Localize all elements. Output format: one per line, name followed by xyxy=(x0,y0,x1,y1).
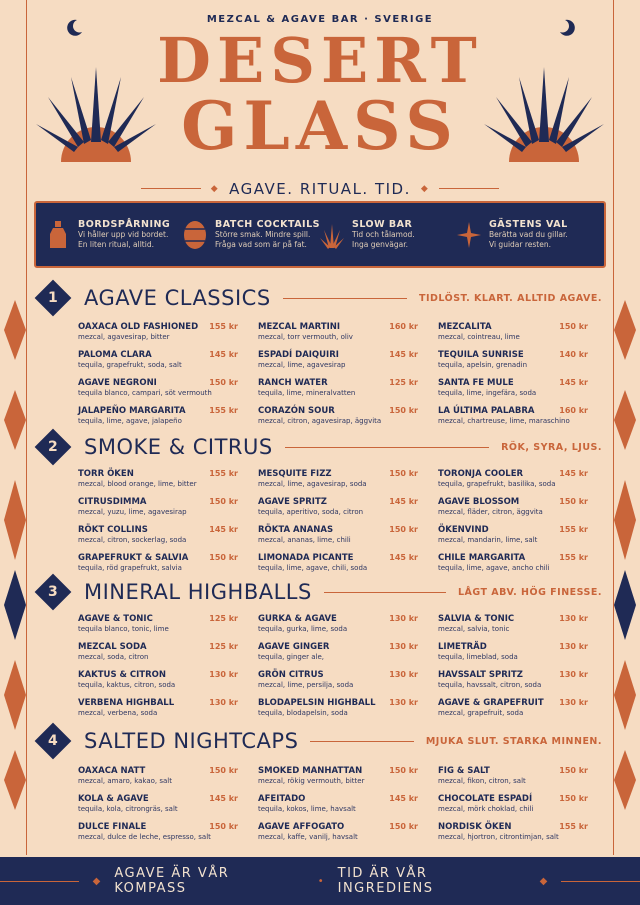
section-divider xyxy=(283,298,407,299)
drink-ingredients: mezcal, hjortron, citrontimjan, salt xyxy=(438,833,559,841)
drink-name: KOLA & AGAVE xyxy=(78,794,149,804)
drink-price: 145 kr xyxy=(209,350,238,359)
drink-name: CORAZÓN SOUR xyxy=(258,406,335,416)
drink-price: 150 kr xyxy=(389,766,418,775)
info-text: Inga genvägar. xyxy=(352,240,409,249)
dot-separator-icon: • xyxy=(317,875,324,887)
drink-name: AGAVE BLOSSOM xyxy=(438,497,520,507)
menu-item xyxy=(258,378,418,397)
menu-item-row xyxy=(78,406,238,416)
drink-ingredients: mezcal, cointreau, lime xyxy=(438,333,520,341)
drink-ingredients: mezcal, torr vermouth, oliv xyxy=(258,333,353,341)
drink-name: SMOKED MANHATTAN xyxy=(258,766,363,776)
menu-item-row xyxy=(78,469,238,479)
info-text: En liten ritual, alltid. xyxy=(78,240,154,249)
info-bar xyxy=(34,201,606,268)
section-items-salted-nightcaps xyxy=(78,766,588,841)
menu-item-row xyxy=(78,794,238,804)
drink-name: NORDISK ÖKEN xyxy=(438,822,512,832)
drink-ingredients: mezcal, yuzu, lime, agavesirap xyxy=(78,508,187,516)
menu-item-row xyxy=(258,497,418,507)
menu-item-row xyxy=(78,614,238,624)
section-number-badge: 4 xyxy=(35,723,72,760)
drink-price: 150 kr xyxy=(209,553,238,562)
menu-item xyxy=(78,698,238,717)
menu-item xyxy=(78,553,238,572)
menu-item xyxy=(438,822,588,841)
drink-ingredients: mezcal, lime, agavesirap xyxy=(258,361,346,369)
drink-ingredients: mezcal, salvia, tonic xyxy=(438,625,510,633)
drink-ingredients: tequila, kokos, lime, havsalt xyxy=(258,805,356,813)
drink-ingredients: mezcal, agavesirap, bitter xyxy=(78,333,170,341)
menu-item xyxy=(258,614,418,633)
drink-price: 155 kr xyxy=(559,822,588,831)
drink-ingredients: mezcal, lime, agavesirap, soda xyxy=(258,480,367,488)
menu-item-row xyxy=(258,670,418,680)
menu-item-row xyxy=(438,322,588,332)
drink-price: 130 kr xyxy=(559,698,588,707)
drink-name: FIG & SALT xyxy=(438,766,490,776)
menu-item xyxy=(258,497,418,516)
drink-price: 150 kr xyxy=(389,525,418,534)
menu-item xyxy=(78,497,238,516)
menu-item xyxy=(258,469,418,488)
menu-item xyxy=(438,553,588,572)
drink-ingredients: mezcal, fikon, citron, salt xyxy=(438,777,526,785)
drink-ingredients: tequila, kaktus, citron, soda xyxy=(78,681,176,689)
drink-price: 130 kr xyxy=(209,698,238,707)
drink-ingredients: mezcal, fläder, citron, äggvita xyxy=(438,508,543,516)
drink-ingredients: mezcal, citron, agavesirap, äggvita xyxy=(258,417,382,425)
drink-name: AGAVE & GRAPEFRUIT xyxy=(438,698,544,708)
drink-name: HAVSSALT SPRITZ xyxy=(438,670,523,680)
drink-ingredients: mezcal, grapefruit, soda xyxy=(438,709,524,717)
drink-name: ESPADÍ DAIQUIRI xyxy=(258,350,339,360)
drink-price: 155 kr xyxy=(559,553,588,562)
drink-name: TORONJA COOLER xyxy=(438,469,524,479)
drink-ingredients: mezcal, blood orange, lime, bitter xyxy=(78,480,197,488)
menu-item xyxy=(438,497,588,516)
drink-ingredients: tequila, grapefrukt, soda, salt xyxy=(78,361,182,369)
menu-item xyxy=(258,525,418,544)
drink-name: JALAPEÑO MARGARITA xyxy=(78,406,186,416)
menu-item-row xyxy=(258,469,418,479)
drink-name: PALOMA CLARA xyxy=(78,350,152,360)
menu-item-row xyxy=(438,822,588,832)
drink-price: 155 kr xyxy=(209,469,238,478)
drink-name: GURKA & AGAVE xyxy=(258,614,337,624)
menu-item-row xyxy=(78,525,238,535)
tagline-divider xyxy=(439,188,499,189)
star-icon xyxy=(457,220,481,250)
menu-item xyxy=(78,469,238,488)
drink-name: SANTA FE MULE xyxy=(438,378,514,388)
title-desert: DESERT xyxy=(157,24,483,97)
menu-item xyxy=(78,350,238,369)
drink-name: RÖKT COLLINS xyxy=(78,525,148,535)
diamond-icon: ◆ xyxy=(92,875,101,887)
drink-price: 150 kr xyxy=(559,322,588,331)
menu-item-row xyxy=(78,698,238,708)
drink-ingredients: tequila blanco, campari, söt vermouth xyxy=(78,389,212,397)
drink-name: OAXACA NATT xyxy=(78,766,146,776)
info-item-slow-bar xyxy=(320,219,457,250)
info-item-batch-cocktails xyxy=(183,219,320,250)
menu-item xyxy=(438,642,588,661)
section-tagline: LÅGT ABV. HÖG FINESSE. xyxy=(457,586,602,598)
drink-name: CHILE MARGARITA xyxy=(438,553,526,563)
menu-item xyxy=(258,698,418,717)
menu-item xyxy=(438,406,588,425)
section-title: SMOKE & CITRUS xyxy=(84,435,273,459)
drink-price: 130 kr xyxy=(389,642,418,651)
menu-item xyxy=(438,794,588,813)
drink-price: 150 kr xyxy=(559,766,588,775)
menu-item-row xyxy=(78,322,238,332)
section-header-smoke-citrus xyxy=(40,432,602,462)
menu-item-row xyxy=(78,642,238,652)
drink-ingredients: mezcal, verbena, soda xyxy=(78,709,158,717)
drink-ingredients: tequila, gurka, lime, soda xyxy=(258,625,348,633)
menu-item xyxy=(258,766,418,785)
menu-item xyxy=(78,766,238,785)
drink-price: 145 kr xyxy=(209,794,238,803)
drink-name: CITRUSDIMMA xyxy=(78,497,147,507)
menu-item xyxy=(438,378,588,397)
info-item-bordsparning xyxy=(46,219,183,250)
drink-ingredients: tequila, grapefrukt, basilika, soda xyxy=(438,480,556,488)
section-header-agave-classics xyxy=(40,283,602,313)
drink-name: LIMONADA PICANTE xyxy=(258,553,354,563)
section-tagline: TIDLÖST. KLART. ALLTID AGAVE. xyxy=(419,292,602,304)
drink-price: 150 kr xyxy=(559,794,588,803)
info-head: SLOW BAR xyxy=(352,219,413,231)
menu-item-row xyxy=(438,525,588,535)
section-title: AGAVE CLASSICS xyxy=(84,286,271,310)
drink-name: KAKTUS & CITRON xyxy=(78,670,166,680)
menu-item-row xyxy=(438,642,588,652)
drink-ingredients: tequila, limeblad, soda xyxy=(438,653,518,661)
drink-price: 125 kr xyxy=(389,378,418,387)
drink-ingredients: mezcal, dulce de leche, espresso, salt xyxy=(78,833,211,841)
drink-name: CHOCOLATE ESPADÍ xyxy=(438,794,533,804)
section-number-badge: 3 xyxy=(35,574,72,611)
menu-item-row xyxy=(438,469,588,479)
drink-ingredients: tequila, apelsin, grenadin xyxy=(438,361,528,369)
section-number-badge: 2 xyxy=(35,429,72,466)
menu-item-row xyxy=(438,698,588,708)
info-text: Vi guidar resten. xyxy=(489,240,551,249)
drink-ingredients: tequila blanco, tonic, lime xyxy=(78,625,169,633)
drink-name: LA ÚLTIMA PALABRA xyxy=(438,406,535,416)
menu-item xyxy=(438,766,588,785)
drink-name: TEQUILA SUNRISE xyxy=(438,350,524,360)
menu-item-row xyxy=(78,497,238,507)
menu-item xyxy=(78,406,238,425)
drink-ingredients: mezcal, kaffe, vanilj, havsalt xyxy=(258,833,358,841)
drink-name: AGAVE SPRITZ xyxy=(258,497,327,507)
drink-ingredients: mezcal, chartreuse, lime, maraschino xyxy=(438,417,570,425)
menu-item xyxy=(258,322,418,341)
drink-ingredients: tequila, aperitivo, soda, citron xyxy=(258,508,364,516)
menu-item-row xyxy=(258,525,418,535)
drink-name: MEZCAL MARTINI xyxy=(258,322,341,332)
barrel-icon xyxy=(183,220,207,250)
section-items-mineral-highballs xyxy=(78,614,588,717)
menu-item xyxy=(78,794,238,813)
drink-ingredients: tequila, lime, agave, chili, soda xyxy=(258,564,368,572)
left-pattern-icon xyxy=(4,300,26,820)
menu-item xyxy=(258,642,418,661)
drink-price: 145 kr xyxy=(389,553,418,562)
drink-ingredients: tequila, lime, ingefära, soda xyxy=(438,389,537,397)
drink-name: LIMETRÄD xyxy=(438,642,487,652)
menu-item xyxy=(438,614,588,633)
title-glass: GLASS xyxy=(181,87,459,165)
drink-price: 130 kr xyxy=(389,670,418,679)
info-text: Större smak. Mindre spill. xyxy=(215,230,311,240)
menu-item xyxy=(438,469,588,488)
drink-price: 155 kr xyxy=(209,322,238,331)
menu-item-row xyxy=(78,378,238,388)
drink-name: DULCE FINALE xyxy=(78,822,147,832)
footer-banner xyxy=(0,857,640,905)
drink-name: AGAVE & TONIC xyxy=(78,614,153,624)
menu-item-row xyxy=(258,553,418,563)
drink-name: TORR ÖKEN xyxy=(78,469,134,479)
drink-ingredients: tequila, ginger ale, xyxy=(258,653,325,661)
drink-name: MEZCAL SODA xyxy=(78,642,147,652)
drink-ingredients: mezcal, rökig vermouth, bitter xyxy=(258,777,365,785)
menu-item-row xyxy=(438,614,588,624)
drink-price: 155 kr xyxy=(209,406,238,415)
drink-price: 150 kr xyxy=(389,406,418,415)
menu-item xyxy=(78,822,238,841)
drink-price: 125 kr xyxy=(209,614,238,623)
menu-item xyxy=(438,525,588,544)
info-text: Vi håller upp vid bordet. xyxy=(78,230,169,240)
menu-item-row xyxy=(438,350,588,360)
drink-price: 145 kr xyxy=(389,497,418,506)
menu-item-row xyxy=(258,322,418,332)
menu-item xyxy=(258,794,418,813)
drink-ingredients: tequila, blodapelsin, soda xyxy=(258,709,348,717)
bottle-icon xyxy=(46,220,70,250)
drink-name: MEZCALITA xyxy=(438,322,492,332)
menu-item xyxy=(438,698,588,717)
section-title: MINERAL HIGHBALLS xyxy=(84,580,312,604)
drink-price: 125 kr xyxy=(209,642,238,651)
footer-right-text: TID ÄR VÅR INGREDIENS xyxy=(337,866,434,896)
menu-item-row xyxy=(258,766,418,776)
tagline xyxy=(0,175,640,198)
footer-left-text: AGAVE ÄR VÅR KOMPASS xyxy=(114,866,230,896)
drink-name: SALVIA & TONIC xyxy=(438,614,515,624)
drink-price: 145 kr xyxy=(209,525,238,534)
tagline-text: AGAVE. RITUAL. TID. xyxy=(229,179,411,198)
menu-item xyxy=(438,322,588,341)
drink-price: 130 kr xyxy=(389,614,418,623)
menu-item-row xyxy=(258,406,418,416)
drink-name: MESQUITE FIZZ xyxy=(258,469,332,479)
drink-price: 130 kr xyxy=(559,642,588,651)
drink-name: AGAVE AFFOGATO xyxy=(258,822,345,832)
diamond-icon: ◆ xyxy=(539,875,548,887)
menu-item xyxy=(78,378,238,397)
drink-price: 150 kr xyxy=(209,766,238,775)
menu-item xyxy=(438,670,588,689)
drink-ingredients: mezcal, amaro, kakao, salt xyxy=(78,777,172,785)
drink-price: 145 kr xyxy=(389,794,418,803)
drink-price: 145 kr xyxy=(389,350,418,359)
info-item-gastens-val xyxy=(457,219,594,250)
drink-price: 150 kr xyxy=(209,497,238,506)
menu-item xyxy=(258,822,418,841)
section-divider xyxy=(310,741,413,742)
drink-price: 145 kr xyxy=(559,378,588,387)
drink-price: 150 kr xyxy=(209,822,238,831)
menu-item xyxy=(78,642,238,661)
menu-item xyxy=(258,553,418,572)
menu-item-row xyxy=(438,406,588,416)
drink-name: AGAVE GINGER xyxy=(258,642,330,652)
menu-item xyxy=(78,525,238,544)
drink-name: BLODAPELSIN HIGHBALL xyxy=(258,698,376,708)
menu-item-row xyxy=(78,553,238,563)
drink-name: VERBENA HIGHBALL xyxy=(78,698,175,708)
section-header-mineral-highballs xyxy=(40,577,602,607)
bar-subtitle: MEZCAL & AGAVE BAR · SVERIGE xyxy=(206,14,434,25)
drink-price: 130 kr xyxy=(559,670,588,679)
drink-ingredients: tequila, lime, mineralvatten xyxy=(258,389,356,397)
diamond-icon: ◆ xyxy=(210,183,220,194)
menu-item xyxy=(258,670,418,689)
menu-item-row xyxy=(78,822,238,832)
drink-name: GRÖN CITRUS xyxy=(258,670,324,680)
menu-item xyxy=(258,350,418,369)
drink-ingredients: mezcal, ananas, lime, chili xyxy=(258,536,351,544)
drink-price: 155 kr xyxy=(559,525,588,534)
info-text: Fråga vad som är på fat. xyxy=(215,240,307,249)
menu-item-row xyxy=(258,350,418,360)
drink-ingredients: tequila, kola, citrongräs, salt xyxy=(78,805,178,813)
drink-name: ÖKENVIND xyxy=(438,525,489,535)
drink-ingredients: mezcal, citron, sockerlag, soda xyxy=(78,536,187,544)
right-pattern-icon xyxy=(614,300,636,820)
diamond-icon: ◆ xyxy=(420,183,430,194)
menu-item-row xyxy=(438,766,588,776)
drink-name: AFEITADO xyxy=(258,794,306,804)
info-head: BORDSPÅRNING xyxy=(78,219,171,231)
drink-price: 150 kr xyxy=(559,497,588,506)
drink-price: 140 kr xyxy=(559,350,588,359)
drink-price: 150 kr xyxy=(209,378,238,387)
drink-price: 160 kr xyxy=(389,322,418,331)
info-head: BATCH COCKTAILS xyxy=(215,219,320,231)
drink-price: 130 kr xyxy=(559,614,588,623)
drink-ingredients: tequila, lime, agave, jalapeño xyxy=(78,417,182,425)
section-divider xyxy=(324,592,446,593)
menu-item-row xyxy=(258,378,418,388)
drink-ingredients: mezcal, soda, citron xyxy=(78,653,149,661)
menu-item-row xyxy=(78,350,238,360)
section-number-badge: 1 xyxy=(35,280,72,317)
menu-item-row xyxy=(78,670,238,680)
menu-item-row xyxy=(438,497,588,507)
drink-name: GRAPEFRUKT & SALVIA xyxy=(78,553,189,563)
info-head: GÄSTENS VAL xyxy=(489,219,568,231)
drink-price: 130 kr xyxy=(389,698,418,707)
section-tagline: RÖK, SYRA, LJUS. xyxy=(501,441,602,453)
section-tagline: MJUKA SLUT. STARKA MINNEN. xyxy=(425,735,602,747)
menu-item-row xyxy=(438,670,588,680)
menu-item-row xyxy=(438,553,588,563)
footer-divider xyxy=(0,881,79,882)
drink-name: RANCH WATER xyxy=(258,378,328,388)
drink-ingredients: tequila, röd grapefrukt, salvia xyxy=(78,564,182,572)
drink-price: 150 kr xyxy=(389,822,418,831)
menu-item xyxy=(78,322,238,341)
section-divider xyxy=(285,447,489,448)
section-title: SALTED NIGHTCAPS xyxy=(84,729,299,753)
menu-item-row xyxy=(438,378,588,388)
drink-ingredients: mezcal, mörk choklad, chili xyxy=(438,805,534,813)
menu-item-row xyxy=(78,766,238,776)
menu-item xyxy=(438,350,588,369)
menu-item-row xyxy=(258,614,418,624)
menu-item xyxy=(78,614,238,633)
drink-ingredients: mezcal, mandarin, lime, salt xyxy=(438,536,538,544)
drink-price: 145 kr xyxy=(559,469,588,478)
menu-item-row xyxy=(258,794,418,804)
menu-item-row xyxy=(258,642,418,652)
drink-price: 130 kr xyxy=(209,670,238,679)
section-header-salted-nightcaps xyxy=(40,726,602,756)
drink-name: OAXACA OLD FASHIONED xyxy=(78,322,199,332)
drink-ingredients: tequila, havssalt, citron, soda xyxy=(438,681,542,689)
menu-item-row xyxy=(258,698,418,708)
menu-item xyxy=(258,406,418,425)
drink-ingredients: mezcal, lime, persilja, soda xyxy=(258,681,354,689)
drink-price: 160 kr xyxy=(559,406,588,415)
section-items-agave-classics xyxy=(78,322,588,425)
info-text: Berätta vad du gillar. xyxy=(489,230,568,240)
drink-name: AGAVE NEGRONI xyxy=(78,378,157,388)
menu-item-row xyxy=(258,822,418,832)
section-items-smoke-citrus xyxy=(78,469,588,572)
footer-divider xyxy=(561,881,640,882)
menu-item-row xyxy=(438,794,588,804)
tagline-divider xyxy=(141,188,201,189)
agave-icon xyxy=(320,220,344,250)
drink-ingredients: tequila, lime, agave, ancho chili xyxy=(438,564,550,572)
drink-price: 150 kr xyxy=(389,469,418,478)
drink-name: RÖKTA ANANAS xyxy=(258,525,334,535)
info-text: Tid och tålamod. xyxy=(352,230,415,240)
menu-item xyxy=(78,670,238,689)
